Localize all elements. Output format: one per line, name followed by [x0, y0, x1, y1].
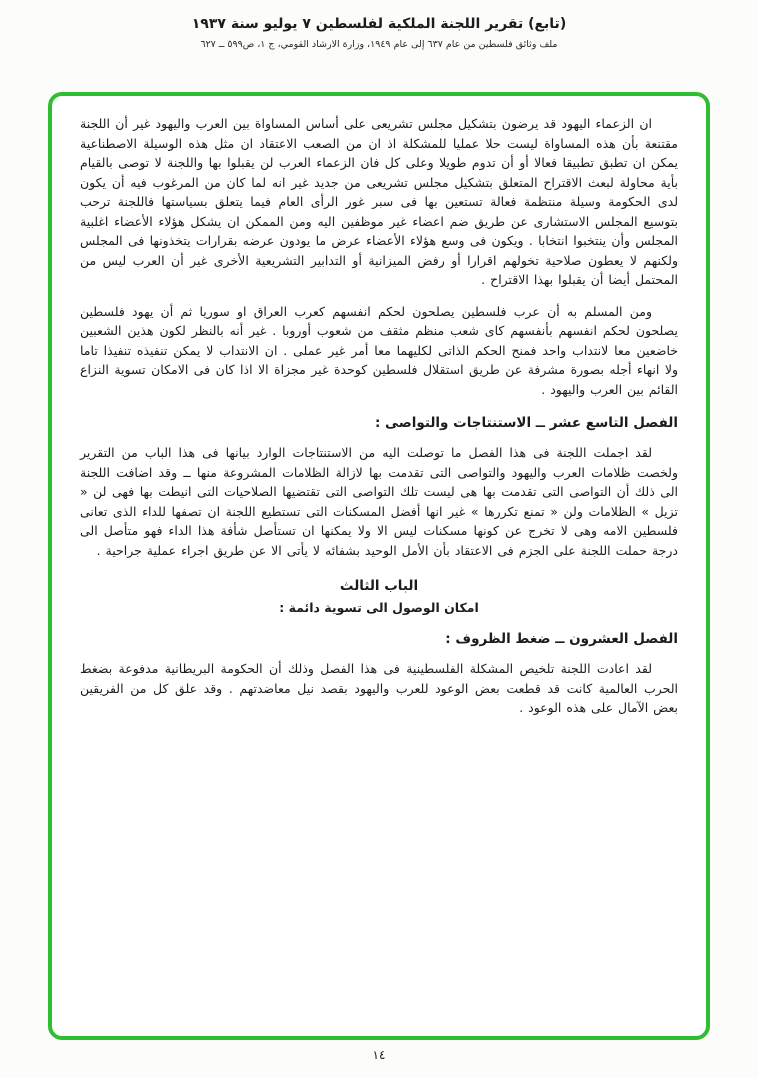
section-heading-chapter-20: الفصل العشرون ــ ضغط الظروف : — [445, 631, 678, 647]
part-title-third: الباب الثالث — [339, 578, 419, 594]
document-header — [0, 0, 758, 50]
paragraph-legislative-council: ان الزعماء اليهود قد يرضون بتشكيل مجلس تشريعى على أساس المساواة بين العرب واليهود غير أن اللجنة مقتنعة بأن هذه المساواة ليست حلا عمليا للمشكلة اذ ان من الصعب الاعتقاد ان مثل هذه الوسيلة الاصطناعية يمكن ان تطبق تطبيقا فعالا أو أن تدوم طويلا وعلى كل فان الزعماء العرب لن يقبلوا بها واللجنة لا توصى بالقيام بأية محاولة لبعث الاقتراح المتعلق بتشكيل مجلس تشريعى من جديد غير انه لما كان من المرغوب فيه أن يكون لدى الحكومة وسيلة منتظمة فعالة تستعين بها فى سبر غور الرأى العام فيما يتعلق بسياستها فاللجنة ترحب بتوسيع المجلس الاستشارى عن طريق ضم اعضاء غير موظفين اليه ومن الممكن ان يشكل هؤلاء الأعضاء اغلبية المجلس وأن ينتخبوا انتخابا . ويكون فى وسع هؤلاء الأعضاء عرض ما يودون عرضه بقرارات يتخذونها فى المجلس ولكنهم لا يعطون صلاحية تخولهم اقرارا أو رفض الميزانية أو التدابير التشريعية الأخرى غير أن العرب ليس من المحتمل أيضا أن يقبلوا بهذا الاقتراح . — [80, 116, 678, 287]
paragraph-circumstances: لقد اعادت اللجنة تلخيص المشكلة الفلسطينية فى هذا الفصل وذلك أن الحكومة البريطانية مدفوعة بضغط الحرب العالمية كانت قد قطعت بعض الوعود للعرب واليهود بقصد نيل معاضدتهم . وقد علق كل من الفريقين بعض الآمال على هذه الوعود . — [80, 661, 678, 715]
paragraph-conclusions: لقد اجملت اللجنة فى هذا الفصل ما توصلت اليه من الاستنتاجات الوارد بيانها فى هذا الباب من التقرير ولخصت ظلامات العرب واليهود والتواصى التى تقدمت بها لازالة الظلامات المشروعة منها ــ وقد اضافت اللجنة الى ذلك أن التواصى التى تقدمت بها هى ليست تلك التواصى التى تقتضيها الصلاحيات التى انيطت بها فهى لن « تزيل » الظلامات ولن « تمنع تكررها » غير انها أفضل المسكنات التى تستطيع اللجنة ان تصفها للداء الذى تعانى فلسطين الامه وهى لا تخرج عن كونها مسكنات ليس الا ولا يمكنها ان تستأصل شأفة هذا الداء فهو متأصل الى درجة حملت اللجنة على الجزم فى الاعتقاد بأن الأمل الوحيد بشفائه لا يأتى الا عن طريق اجراء عملية جراحية . — [80, 445, 678, 558]
paragraph-self-government: ومن المسلم به أن عرب فلسطين يصلحون لحكم انفسهم كعرب العراق او سوريا ثم أن يهود فلسطين يصلحون لحكم انفسهم بأنفسهم كاى شعب منظم مثقف من شعوب أوروبا . غير أنه بالنظر لكون هذين الشعبين خاضعين معا لانتداب واحد فمنح الحكم الذاتى لكليهما معا أمر غير عملى . ان الانتداب لا يمكن تنفيذه تنفيذا تاما ولا انهاء أجله بصورة مشرفة عن طريق استقلال فلسطين كوحدة غير مجزاة الا اذا كان فى الامكان تسوية النزاع القائم بين العرب واليهود . — [80, 303, 678, 397]
header-title: (تابع) تقرير اللجنة الملكية لفلسطين ٧ يوليو سنة ١٩٣٧ — [191, 16, 567, 32]
part-subtitle-permanent-settlement: امكان الوصول الى تسوية دائمة : — [279, 600, 479, 615]
section-heading-chapter-19: الفصل التاسع عشر ــ الاستنتاجات والتواصى : — [374, 415, 678, 431]
header-subtitle: ملف وثائق فلسطين من عام ٦٣٧ إلى عام ١٩٤٩، وزارة الارشاد القومي، ج ١، ص٥٩٩ ــ ٦٢٧ — [200, 39, 558, 50]
document-body-frame — [48, 92, 710, 1040]
page-number: ١٤ — [372, 1048, 386, 1062]
